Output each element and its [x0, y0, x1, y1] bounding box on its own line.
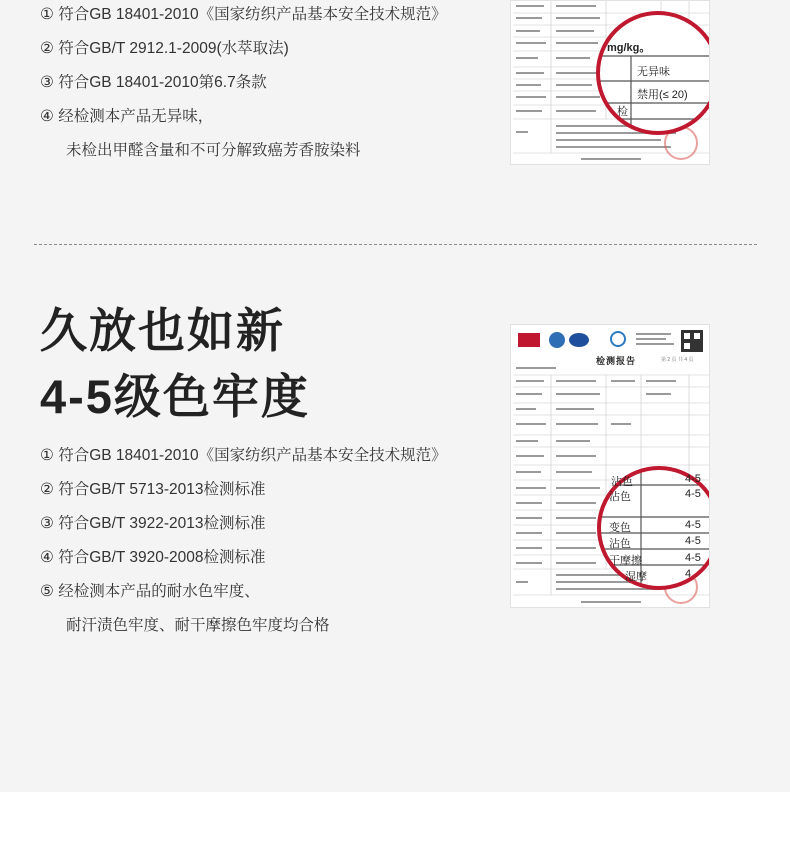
report-page: 第 2 页 共 4 页	[661, 357, 694, 363]
magnifier-label: 变色	[609, 522, 631, 534]
list-item: ① 符合GB 18401-2010《国家纺织产品基本安全技术规范》	[40, 447, 447, 464]
magnifier-label: 湿摩	[625, 571, 647, 583]
test-report-image-2	[510, 324, 710, 608]
list-item: ② 符合GB/T 2912.1-2009(水萃取法)	[40, 40, 289, 57]
magnifier-unit: mg/kg。	[607, 42, 651, 54]
list-item: ④ 经检测本产品无异味，	[40, 108, 214, 125]
test-report-image-1	[510, 0, 710, 165]
list-item: ⑤ 经检测本产品的耐水色牢度、	[40, 583, 260, 600]
section2-title-line1: 久放也如新	[40, 304, 285, 357]
magnifier-row: 检	[617, 106, 628, 118]
dashed-divider	[34, 244, 757, 245]
magnifier-value: 4-5	[685, 552, 701, 564]
section2-list	[40, 439, 447, 643]
magnifier-value: 4-5	[685, 519, 701, 531]
section2-title-line2: 4-5级色牢度	[40, 370, 310, 423]
list-item: ④ 符合GB/T 3920-2008检测标准	[40, 549, 266, 566]
magnifier-label: 沾色	[611, 476, 633, 488]
report-title: 检测报告	[596, 356, 637, 366]
magnifier-value: 4-5	[685, 535, 701, 547]
magnifier-value: 4	[685, 568, 692, 580]
section1-list	[40, 0, 447, 168]
list-item: ① 符合GB 18401-2010《国家纺织产品基本安全技术规范》	[40, 6, 447, 23]
list-item: ② 符合GB/T 5713-2013检测标准	[40, 481, 266, 498]
magnifier-1	[511, 1, 710, 165]
magnifier-row: 禁用(≤ 20)	[637, 89, 688, 101]
list-item: 未检出甲醛含量和不可分解致癌芳香胺染料	[66, 142, 361, 159]
list-item: ③ 符合GB 18401-2010第6.7条款	[40, 74, 267, 91]
magnifier-row: 无异味	[637, 66, 670, 78]
list-item: 耐汗渍色牢度、耐干摩擦色牢度均合格	[66, 617, 330, 634]
magnifier-value: 4-5	[685, 488, 701, 500]
magnifier-label: 沾色	[609, 491, 631, 503]
magnifier-label: 干摩擦	[609, 555, 642, 567]
magnifier-value: 4-5	[685, 473, 701, 485]
list-item: ③ 符合GB/T 3922-2013检测标准	[40, 515, 266, 532]
magnifier-label: 沾色	[609, 538, 631, 550]
